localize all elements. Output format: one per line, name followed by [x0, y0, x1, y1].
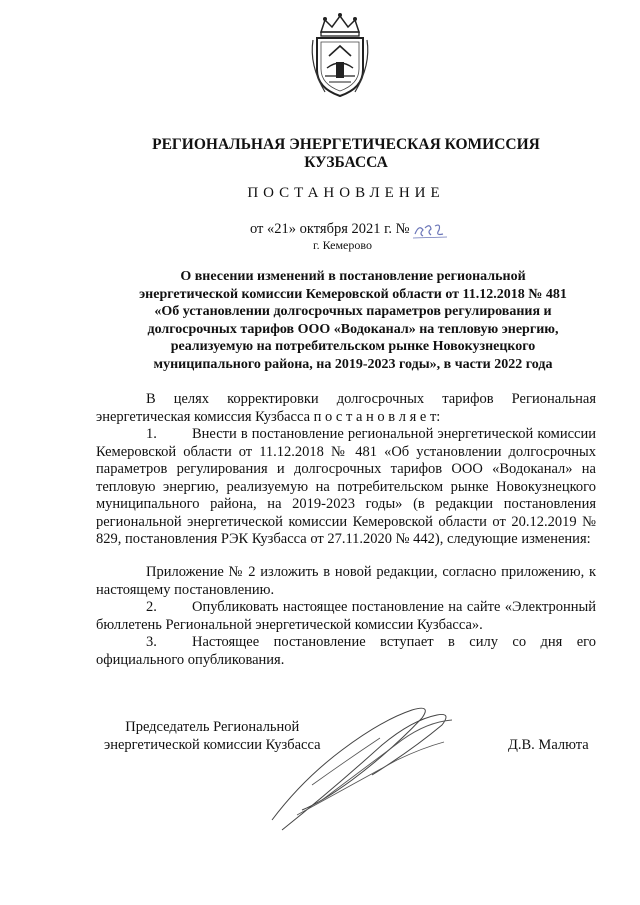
subject-line: долгосрочных тарифов ООО «Водоканал» на тепловую энергию,: [147, 321, 559, 337]
decree-number-handwritten: [413, 220, 449, 238]
signatory-name: Д.В. Малюта: [508, 737, 589, 753]
item-2-text: Опубликовать настоящее постановление на сайте «Электронный бюллетень Региональной энергетической комиссии Кузбасса».: [96, 599, 596, 633]
item-2-number: 2.: [146, 599, 157, 615]
decree-date: от «21» октября 2021 г. №: [250, 221, 410, 237]
item-3-text: Настоящее постановление вступает в силу со дня его официального опубликования.: [96, 634, 596, 668]
position-line: энергетической комиссии Кузбасса: [104, 737, 321, 753]
subject-line: О внесении изменений в постановление региональной: [180, 269, 526, 284]
handwritten-signature: [262, 690, 462, 840]
subject-line: муниципального района, на 2019-2023 годы», в части 2022 года: [153, 356, 553, 372]
city: г. Кемерово: [313, 238, 372, 252]
item-1-text: Внести в постановление региональной энергетической комиссии Кемеровской области от 11.12.2018 № 481 «Об установлении долгосрочных параметров регулирования и долгосрочных тарифов ООО «Водоканал» на тепловую энергию, реализуемую на потребительском рынке Новокузнецкого муниципального района, на 2019-2023 годы» (в редакции постановления региональной энергетической комиссии Кемеровской области от 20.12.2019 № 829, постановления РЭК Кузбасса от 27.11.2020 № 442), следующие изменения:: [96, 426, 596, 547]
subject-line: «Об установлении долгосрочных параметров регулирования и: [154, 304, 552, 319]
subject-line: реализуемую на потребительском рынке Новокузнецкого: [170, 339, 536, 354]
item-3-number: 3.: [146, 634, 157, 650]
item-3-paragraph: [96, 634, 596, 669]
decree-subject: [96, 268, 610, 373]
date-line: [250, 220, 449, 238]
item-1-paragraph: [96, 426, 596, 549]
organization-name-line1: РЕГИОНАЛЬНАЯ ЭНЕРГЕТИЧЕСКАЯ КОМИССИЯ: [152, 136, 540, 153]
position-line: Председатель Региональной: [125, 719, 300, 735]
organization-name-line2: КУЗБАССА: [304, 154, 388, 171]
subject-line: энергетической комиссии Кемеровской области от 11.12.2018 № 481: [139, 286, 567, 302]
coat-of-arms-emblem: [307, 10, 373, 100]
item-1-sub-paragraph: Приложение № 2 изложить в новой редакции, согласно приложению, к настоящему постановлению.: [96, 564, 596, 598]
item-1-number: 1.: [146, 426, 157, 442]
document-type-title: ПОСТАНОВЛЕНИЕ: [247, 185, 445, 201]
decision-word: п о с т а н о в л я е т:: [313, 408, 441, 425]
intro-text: В целях корректировки долгосрочных тарифов Региональная энергетическая комиссия Кузбасса: [96, 391, 596, 425]
intro-paragraph: [96, 391, 596, 426]
item-2-paragraph: [96, 599, 596, 634]
